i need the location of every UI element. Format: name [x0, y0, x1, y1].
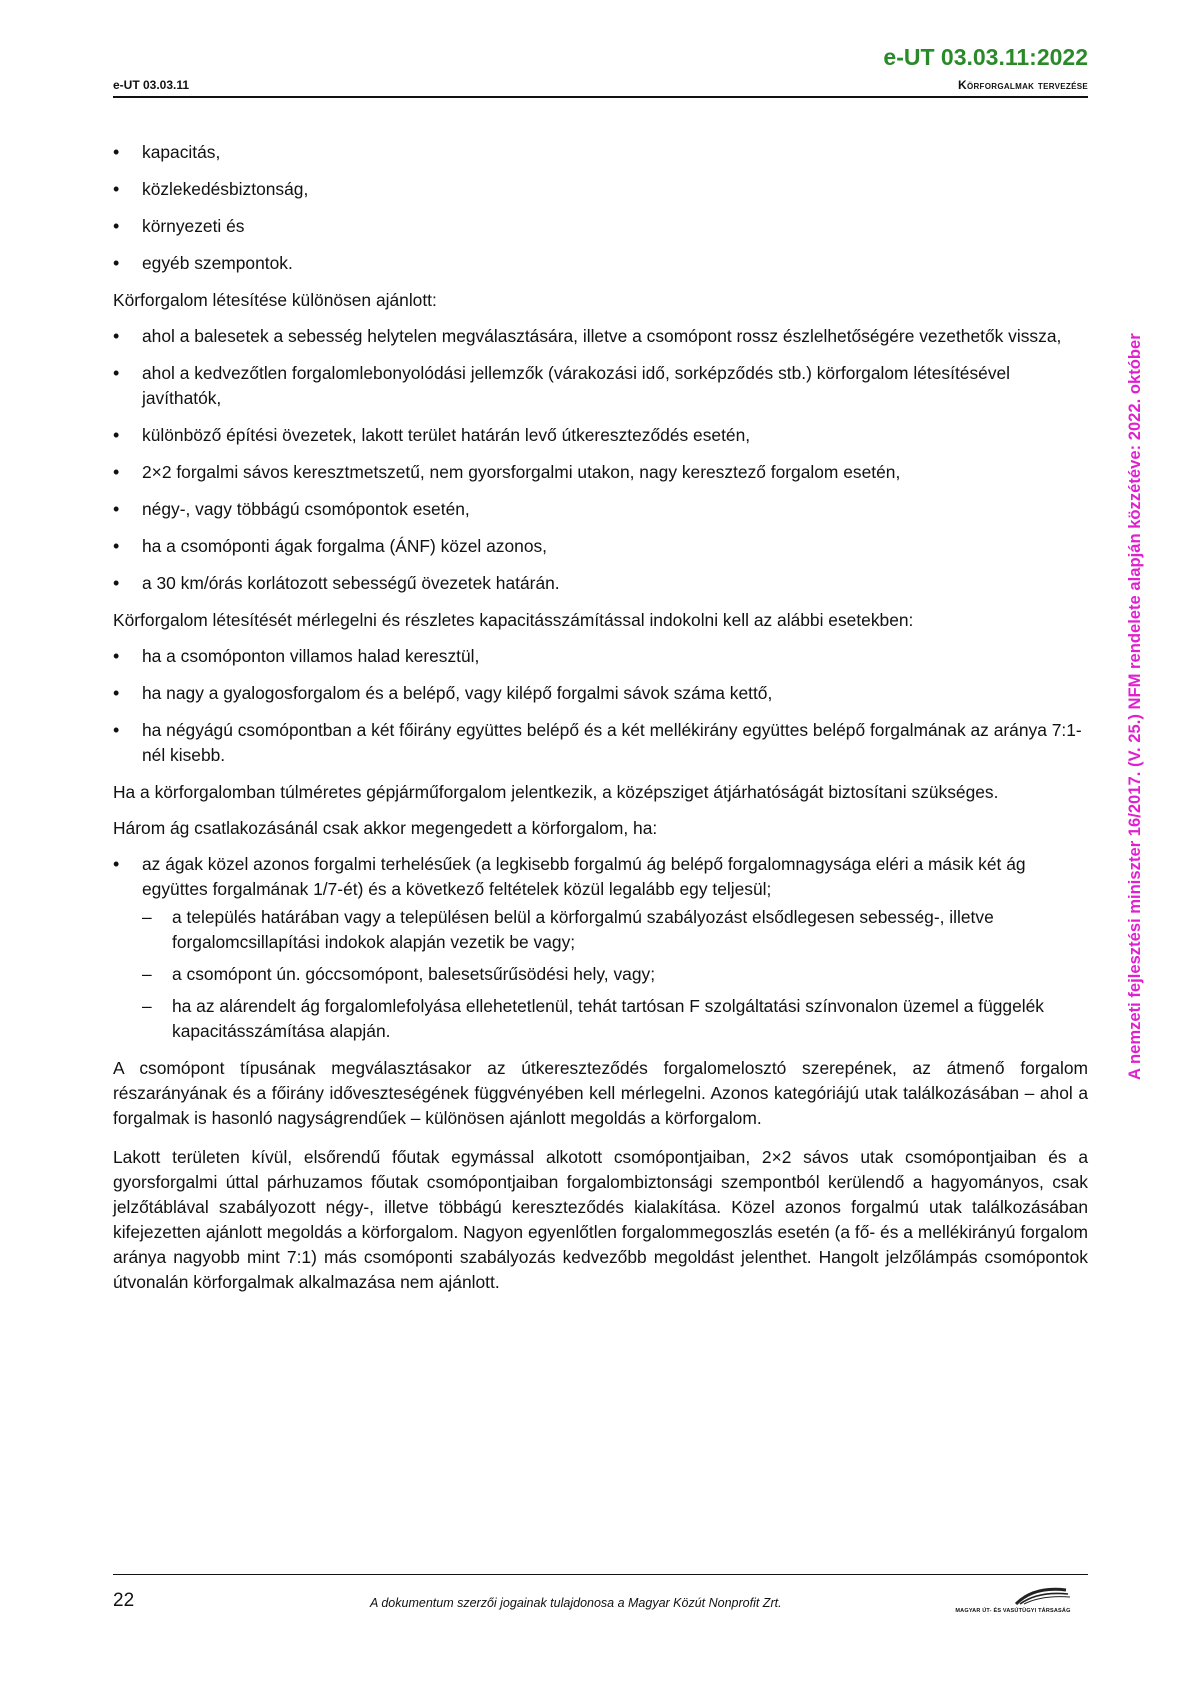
list-item: • környezeti és: [113, 214, 1088, 239]
footer-divider: [113, 1574, 1088, 1575]
sub-list-item: – a település határában vagy a településen belül a körforgalmú szabályozást elsődlegesen sebesség-, illetve forgalomcsillapítási indokok alapján vezetik be vagy;: [142, 905, 1088, 955]
list-item: • kapacitás,: [113, 140, 1088, 165]
list-item: • közlekedésbiztonság,: [113, 177, 1088, 202]
header-divider: [113, 96, 1088, 98]
copyright-notice: A dokumentum szerzői jogainak tulajdonosa a Magyar Közút Nonprofit Zrt.: [370, 1596, 782, 1610]
sub-list-item: – a csomópont ún. góccsomópont, balesetsűrűsödési hely, vagy;: [142, 962, 1088, 987]
paragraph: Ha a körforgalomban túlméretes gépjárműforgalom jelentkezik, a középsziget átjárhatóságát biztosítani szükséges.: [113, 782, 999, 802]
recommended-cases-list: [113, 324, 1088, 596]
list-item: • egyéb szempontok.: [113, 251, 1088, 276]
list-item: • ha a csomóponton villamos halad keresztül,: [113, 644, 1088, 669]
page-number: 22: [113, 1590, 135, 1611]
road-arc-icon: [938, 1584, 1088, 1606]
paragraph: A csomópont típusának megválasztásakor az útkereszteződés forgalomelosztó szerepének, az átmenő forgalom részarányának és a főirány időveszteségének függvényében kell mérlegelni. Azonos kategóriájú utak találkozásában – ahol a forgalmak is hasonló nagyságrendűek – különösen ajánlott megoldás a körforgalom.: [113, 1058, 1088, 1128]
header-section-title: Körforgalmak tervezése: [957, 78, 1088, 92]
list-item: • különböző építési övezetek, lakott terület határán levő útkereszteződés esetén,: [113, 423, 1088, 448]
list-item: • ha nagy a gyalogosforgalom és a belépő, vagy kilépő forgalmi sávok száma kettő,: [113, 681, 1088, 706]
three-leg-conditions-list: [113, 852, 1088, 1044]
list-item: • ha a csomóponti ágak forgalma (ÁNF) közel azonos,: [113, 534, 1088, 559]
list-item: [113, 852, 1088, 1044]
sub-list-item: – ha az alárendelt ág forgalomlefolyása ellehetetlenül, tehát tartósan F szolgáltatási színvonalon üzemel a függelék kapacitásszámítása alapján.: [142, 994, 1088, 1044]
document-code: e-UT 03.03.11:2022: [883, 44, 1088, 70]
evaluation-cases-list: [113, 644, 1088, 768]
list-item: • 2×2 forgalmi sávos keresztmetszetű, nem gyorsforgalmi utakon, nagy keresztező forgalom esetén,: [113, 460, 1088, 485]
paragraph: Három ág csatlakozásánál csak akkor megengedett a körforgalom, ha:: [113, 818, 658, 838]
list-item-text: az ágak közel azonos forgalmi terhelésűek (a legkisebb forgalmú ág belépő forgalomnagysága eléri a másik két ág együttes forgalmának 1/7-ét) és a következő feltételek közül legalább egy teljesül;: [142, 854, 1026, 899]
list-item: • ahol a balesetek a sebesség helytelen megválasztására, illetve a csomópont rossz észlelhetőségére vezethetők vissza,: [113, 324, 1088, 349]
society-logo: [938, 1584, 1088, 1614]
criteria-list: [113, 140, 1088, 276]
paragraph: Körforgalom létesítését mérlegelni és részletes kapacitásszámítással indokolni kell az alábbi esetekben:: [113, 610, 914, 630]
page-body: [113, 140, 1088, 1306]
list-item: • a 30 km/órás korlátozott sebességű övezetek határán.: [113, 571, 1088, 596]
paragraph: Körforgalom létesítése különösen ajánlott:: [113, 290, 437, 310]
list-item: • négy-, vagy többágú csomópontok esetén,: [113, 497, 1088, 522]
header-standard-id: e-UT 03.03.11: [113, 78, 190, 92]
list-item: • ha négyágú csomópontban a két főirány együttes belépő és a két mellékirány együttes belépő forgalmának az aránya 7:1-nél kisebb.: [113, 718, 1088, 768]
sub-conditions-list: [142, 905, 1088, 1044]
publication-note: A nemzeti fejlesztési miniszter 16/2017. (V. 25.) NFM rendelete alapján közzétéve: 2022. október: [1125, 333, 1144, 1080]
logo-text: MAGYAR ÚT- ÉS VASÚTÜGYI TÁRSASÁG: [955, 1608, 1071, 1614]
paragraph: Lakott területen kívül, elsőrendű főutak egymással alkotott csomópontjaiban, 2×2 sávos utak csomópontjaiban és a gyorsforgalmi úttal párhuzamos főutak csomópontjaiban forgalombiztonsági szempontból kerülendő a hagyományos, csak jelzőtáblával szabályozott négy-, illetve többágú kereszteződés kialakítása. Közel azonos forgalmú utak találkozásában kifejezetten ajánlott megoldás a körforgalom. Nagyon egyenlőtlen forgalommegoszlás esetén (a fő- és a mellékirányú forgalom aránya nagyobb mint 7:1) más csomóponti szabályozás kedvezőbb megoldást jelenthet. Hangolt jelzőlámpás csomópontok útvonalán körforgalmak alkalmazása nem ajánlott.: [113, 1147, 1088, 1292]
list-item: • ahol a kedvezőtlen forgalomlebonyolódási jellemzők (várakozási idő, sorképződés stb.) körforgalom létesítésével javíthatók,: [113, 361, 1088, 411]
